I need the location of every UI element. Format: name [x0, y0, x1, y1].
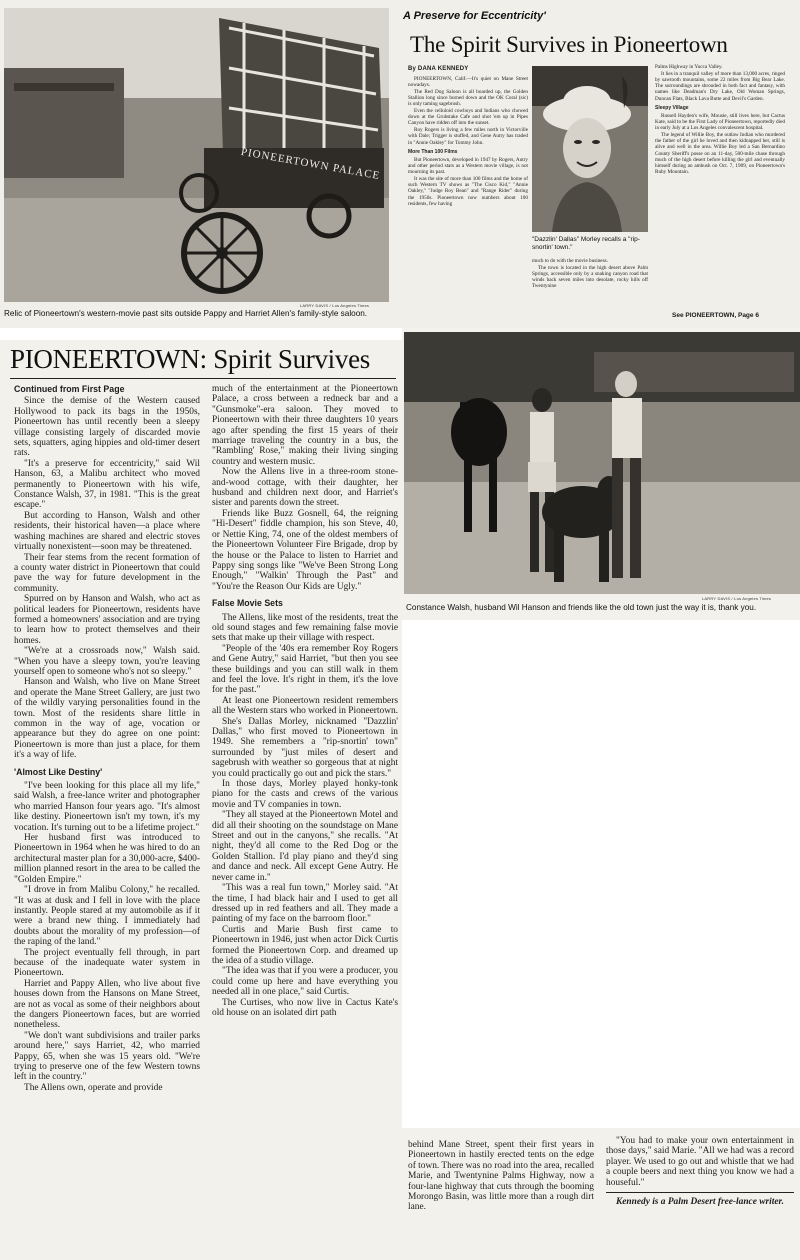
paragraph: Friends like Buzz Gosnell, 64, the reigning "Hi-Desert" fiddle champion, his son Steve, 40, or Nettie King, 74, one of the oldest members of the Pioneertown Volunteer Fire Brigade, drop by the house or the Palace to listen to Harriet and Pappy sing songs like "We've Been Strong Long Enough," "Walkin' Through the Past" and "You're the Reason Our Kids are Ugly." — [212, 508, 398, 592]
paragraph: Hanson and Walsh, who live on Mane Street and operate the Mane Street Gallery, are just two of the wildly varying personalities found in the town. Most of the residents share little in common in the way of age, vocation or appearance but they do agree on one point: Pioneertown is more than just a place, for them it's a way of life. — [14, 677, 200, 761]
wagon-photo — [4, 8, 389, 302]
paragraph: It lies in a tranquil valley of more than 13,000 acres, ringed by sawtooth mountains, some 22 miles from Big Bear Lake. The surroundings are shrouded in both fact and fantasy, with names like Deadman's Dry Lake, Old Woman Springs, Duncan Flats, Black Lava Butte and Devil's Garden. — [655, 70, 785, 102]
paragraph: Her husband first was introduced to Pioneertown in 1964 when he was hired to do an architectural master plan for a 30,000-acre, $400-million planned resort in the area to be called the "Golden Empire." — [14, 833, 200, 885]
paragraph: "You had to make your own entertainment in those days," said Marie. "All we had was a record player. We used to go out and whistle that we had a couple beers and next thing you know we had a houseful." — [606, 1136, 794, 1188]
paragraph: Harriet and Pappy Allen, who live about five houses down from the Hansons on Mane Street, are not as vocal as some of their neighbors about the dangers Pioneertown faces, but are worried nonetheless. — [14, 978, 200, 1031]
paragraph: much of the entertainment at the Pioneertown Palace, a cross between a redneck bar and a "Gunsmoke"-era saloon. They moved to Pioneertown with their three daughters 10 years ago after spending the first 15 years of their marriage traveling the country in a bus, the "Rambling' Rose," making their living singing country and western music. — [212, 384, 398, 467]
top-story-clipping — [0, 0, 800, 328]
paragraph: Russell Hayden's wife, Mousie, still lives here, but Cactus Kate, said to be the First Lady of Pioneertown, reportedly died in early July at a Los Angeles convalescent hospital. — [655, 112, 785, 132]
jump-headline: PIONEERTOWN: Spirit Survives — [10, 344, 370, 374]
wagon-sign: PIONEERTOWN PALACE — [240, 145, 382, 183]
portrait-caption: "Dazzlin' Dallas" Morley recalls a "rip-snortin' town." — [532, 236, 640, 251]
paragraph: The project eventually fell through, in part because of the inadequate water system in Pioneertown. — [14, 947, 200, 979]
paragraph: behind Mane Street, spent their first years in Pioneertown in hastily erected tents on the edge of town. There was no road into the area, recalled Marie, and Twentynine Palms Highway, now a four-lane highway that cuts through the booming Morongo Basin, was little more than a rough dirt lane. — [408, 1140, 594, 1213]
paragraph: "We don't want subdivisions and trailer parks around here," says Harriet, 42, who married Pappy, 65, when she was 15 years old. "We're trying to preserve one of the few Western towns left in the country." — [14, 1030, 200, 1083]
paragraph: The legend of Willie Boy, the outlaw Indian who murdered the father of the girl he loved and then kidnapped her, still is alive and well in the area. Willie Boy led a San Bernardino County Sheriff's posse on an 11-day, 500-mile chase through much of the high desert before killing the girl and eventually himself during an ambush on Oct. 7, 1909, on Pioneertown's Ruby Mountain. — [655, 132, 785, 176]
paragraph: The Curtises, who now live in Cactus Kate's old house on an isolated dirt path — [212, 997, 398, 1018]
paragraph: The Allens own, operate and provide — [24, 1082, 163, 1093]
paragraph: "The idea was that if you were a producer, you could come up here and have everything you needed all in one place," said Curtis. — [212, 966, 398, 998]
jump-photo-clipping — [402, 328, 800, 620]
paragraph: "I drove in from Malibu Colony," he recalled. "It was at dusk and I fell in love with the place instantly. People stared at my automobile as if it were a brand new thing. I immediately had doubts about the morality of my profession—of the raping of the land." — [14, 885, 200, 948]
paragraph: At least one Pioneertown resident remembers all the Western stars who worked in Pioneertown. — [212, 695, 399, 717]
paragraph: Now the Allens live in a three-room stone-and-wood cottage, with their daughter, her husband and children next door, and Harriet's sister and parents down the street. — [212, 467, 398, 509]
jump-story-bottom-clipping — [402, 1128, 800, 1260]
people-horse-dog-photo — [404, 332, 800, 594]
jump-column-4 — [606, 1136, 794, 1207]
paragraph: Roy Rogers is living a few miles north in Victorville with Dale; Trigger is stuffed, and Gene Autry has traded in "Annie Oakley" for Tommy John. — [408, 127, 528, 146]
paragraph: Since the demise of the Western caused Hollywood to pack its bags in the 1950s, Pioneertown has until recently been a sleepy village consisting largely of discarded movie sets, squatters, aging hippies and old-timer desert rats. — [14, 396, 200, 459]
paragraph: The Red Dog Saloon is all boarded up, the Golden Stallion long since burned down and the OK Coral (sic) is only taming sagebrush. — [408, 88, 528, 108]
paragraph: "This was a real fun town," Morley said. "At the time, I had black hair and I used to get all dressed up in red feathers and all. They made a painting of my face on the barroom floor." — [212, 883, 398, 925]
jump-photo-credit: LARRY DAVIS / Los Angeles Times — [702, 596, 772, 601]
jump-column-3 — [408, 1140, 594, 1213]
paragraph: It was the site of more than 100 films and the home of such Western TV shows as "The Cisco Kid," "Annie Oakley," "Judge Roy Bean" and "Range Rider" during the 1950s. Pioneertown now numbers about 100 residents, few having — [408, 176, 528, 207]
top-column-1 — [408, 76, 528, 208]
paragraph: The town is located in the high desert above Palm Springs, accessible only by a snaking canyon road that winds back seven miles into desolate, rocky hills off Twentynine — [532, 264, 648, 290]
jump-column-1 — [14, 384, 200, 1093]
paragraph: The Allens, like most of the residents, treat the old sound stages and few remaining false movie sets that make up their village with respect. — [212, 612, 398, 644]
paragraph: Their fear stems from the recent formation of a county water district in Pioneertown that could pave the way for future development in the community. — [14, 552, 200, 594]
subhead: Sleepy Village — [655, 104, 689, 111]
paragraph: In those days, Morley played honky-tonk piano for the casts and crews of the various movie and TV companies in town. — [212, 779, 398, 810]
paragraph: "They all stayed at the Pioneertown Motel and did all their shooting on the soundstage on Mane Street and out in the canyons," she recalls. "At night, they'd all come to the Red Dog or the Golden Stallion. I'd play piano and they'd sing and dance and neck. All except Gene Autry. He never came in." — [212, 810, 398, 883]
kicker: A Preserve for Eccentricity' — [403, 10, 546, 22]
byline: By DANA KENNEDY — [408, 66, 469, 72]
jump-reference: See PIONEERTOWN, Page 6 — [672, 312, 759, 319]
paragraph: much to do with the movie business. — [532, 258, 608, 264]
paragraph: "People of the '40s era remember Roy Rogers and Gene Autry," said Harriet, "but then you see these buildings and you can still walk in them and feel the love. It's right in them, it's the love for the past." — [212, 643, 398, 696]
subhead: More Than 100 Films — [408, 148, 458, 155]
subhead: 'Almost Like Destiny' — [14, 766, 103, 777]
headline: The Spirit Survives in Pioneertown — [410, 32, 728, 57]
top-column-2 — [532, 258, 648, 290]
portrait-photo — [532, 66, 648, 232]
photo-credit: LARRY DAVIS / Los Angeles Times — [300, 303, 370, 308]
paragraph: Spurred on by Hanson and Walsh, who act as political leaders for Pioneertown, residents have formed a homeowners' association and are trying to learn how to protect themselves and their homes. — [14, 594, 200, 646]
paragraph: Even the celluloid cowboys and Indians who chowed down at the Grubstake Cafe and shot 'em up in Pipes Canyon have ridden off into the sunset. — [408, 108, 528, 127]
paragraph: She's Dallas Morley, nicknamed "Dazzlin' Dallas," who first moved to Pioneertown in 1949. She remembers a "rip-snortin' town" surrounded by "just miles of desert and sagebrush with weather so gorgeous that at night you could practically go out and pick the stars." — [212, 716, 398, 779]
jump-photo-caption: Constance Walsh, husband Wil Hanson and friends like the old town just the way it is, thank you. — [406, 603, 757, 612]
headline-rule — [10, 378, 396, 379]
jump-column-2 — [212, 384, 398, 1018]
paragraph: "We're at a crossroads now," Walsh said. "When you have a sleepy town, you're leaving yourself open to someone who's not so sleepy." — [14, 646, 200, 677]
paragraph: "It's a preserve for eccentricity," said Wil Hanson, 63, a Malibu architect who moved permanently to Pioneertown with his wife, Constance Walsh, 37, in 1981. "This is the great escape." — [14, 458, 200, 511]
end-rule — [606, 1192, 794, 1193]
paragraph: Curtis and Marie Bush first came to Pioneertown in 1946, just when actor Dick Curtis formed the Pioneertown Corp. and dreamed up the idea of a studio village. — [212, 924, 398, 966]
subhead: False Movie Sets — [212, 598, 283, 609]
paragraph: But Pioneertown, developed in 1947 by Rogers, Autry and other period stars as a Western movie village, is not mourning its past. — [408, 156, 528, 176]
paragraph: But according to Hanson, Walsh and other residents, their historical haven—a place where washing machines are shared and electric stoves virtually nonexistent—soon may be threatened. — [14, 510, 200, 553]
author-note: Kennedy is a Palm Desert free-lance writer. — [616, 1197, 784, 1208]
paragraph: "I've been looking for this place all my life," said Walsh, a free-lance writer and photographer who married Hanson four years ago. "It's almost like destiny. Pioneertown isn't my town, it's my vocation. It's turning out to be a lifetime project." — [14, 781, 200, 833]
jump-story-clipping — [0, 340, 402, 1260]
photo-caption: Relic of Pioneertown's western-movie past sits outside Pappy and Harriet Allen's family-style saloon. — [4, 309, 368, 318]
top-column-3 — [655, 64, 785, 176]
continued-line: Continued from First Page — [14, 384, 125, 394]
paragraph: Palms Highway in Yucca Valley. — [655, 64, 723, 70]
paragraph: PIONEERTOWN, Calif.—It's quiet on Mane Street nowadays. — [408, 76, 528, 89]
